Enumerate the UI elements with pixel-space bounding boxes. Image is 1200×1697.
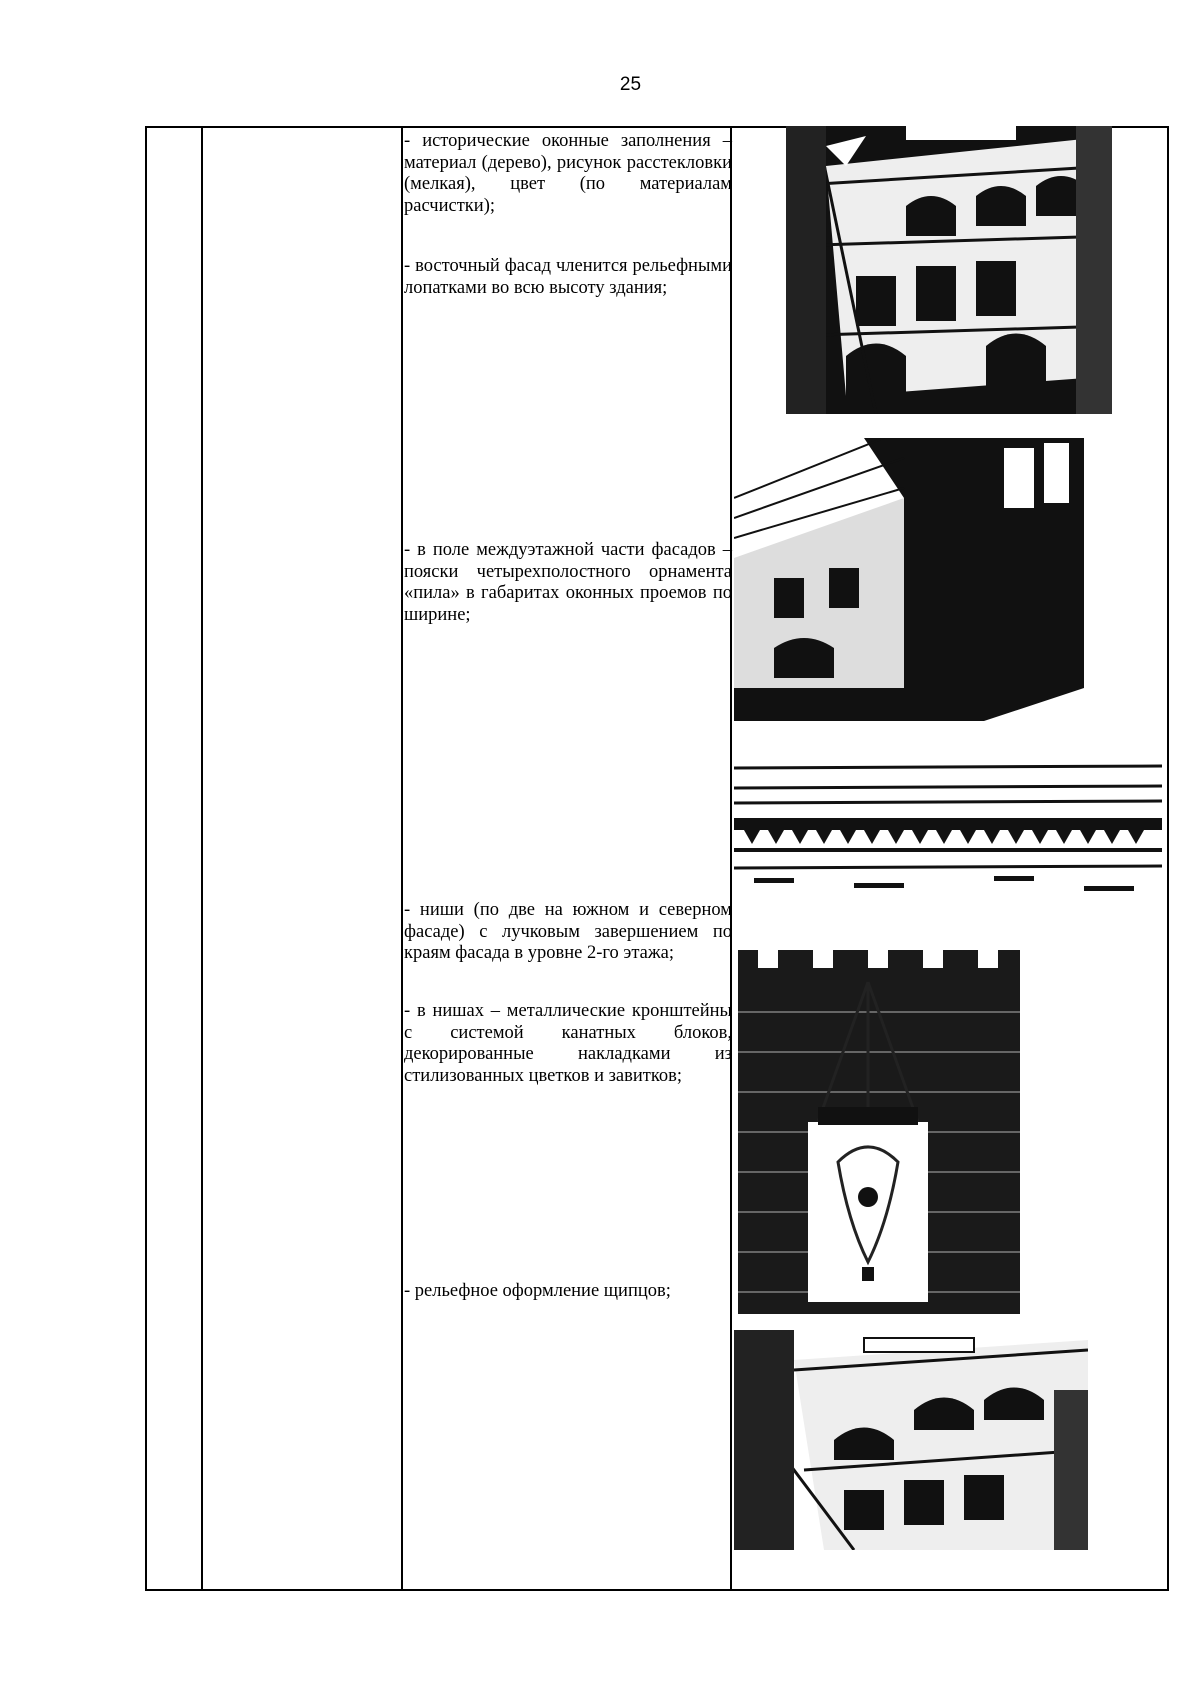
item-ornament-belts: - в поле междуэтажной части фасадов – пояски четырехполостного орнамента «пила» в габаритах оконных проемов по ширине; bbox=[404, 540, 732, 625]
building-facade-photo-icon bbox=[734, 438, 1084, 721]
table-col-border-0 bbox=[145, 126, 147, 1591]
niche-bracket-photo-icon bbox=[738, 922, 1020, 1314]
item-gables: - рельефное оформление щипцов; bbox=[404, 1281, 671, 1301]
item-niches: - ниши (по две на южном и северном фасаде) с лучковым завершением по краям фасада в уровне 2-го этажа; bbox=[404, 900, 732, 963]
photo-ornament-belt bbox=[734, 748, 1162, 898]
gable-relief-photo-icon bbox=[734, 1330, 1088, 1550]
table-col-border-1 bbox=[201, 126, 203, 1591]
photo-facade-windows bbox=[786, 126, 1112, 414]
item-east-facade: - восточный фасад членится рельефными лопатками во всю высоту здания; bbox=[404, 256, 732, 298]
item-brackets: - в нишах – металлические кронштейны с системой канатных блоков, декорированные накладками из стилизованных цветков и завитков; bbox=[404, 1001, 732, 1086]
photo-gable bbox=[734, 1330, 1088, 1550]
table-bottom-border bbox=[145, 1589, 1169, 1591]
page-number: 25 bbox=[619, 74, 642, 95]
table-col-border-2 bbox=[401, 126, 403, 1591]
table-col-border-4 bbox=[1167, 126, 1169, 1591]
photo-niche-bracket bbox=[738, 922, 1020, 1314]
table-col-border-3 bbox=[730, 126, 732, 1591]
building-facade-photo-icon bbox=[786, 126, 1112, 414]
photo-facade-angle bbox=[734, 438, 1084, 721]
brick-ornament-photo-icon bbox=[734, 748, 1162, 898]
item-windows: - исторические оконные заполнения – материал (дерево), рисунок расстекловки (мелкая), цвет (по материалам расчистки); bbox=[404, 131, 732, 216]
